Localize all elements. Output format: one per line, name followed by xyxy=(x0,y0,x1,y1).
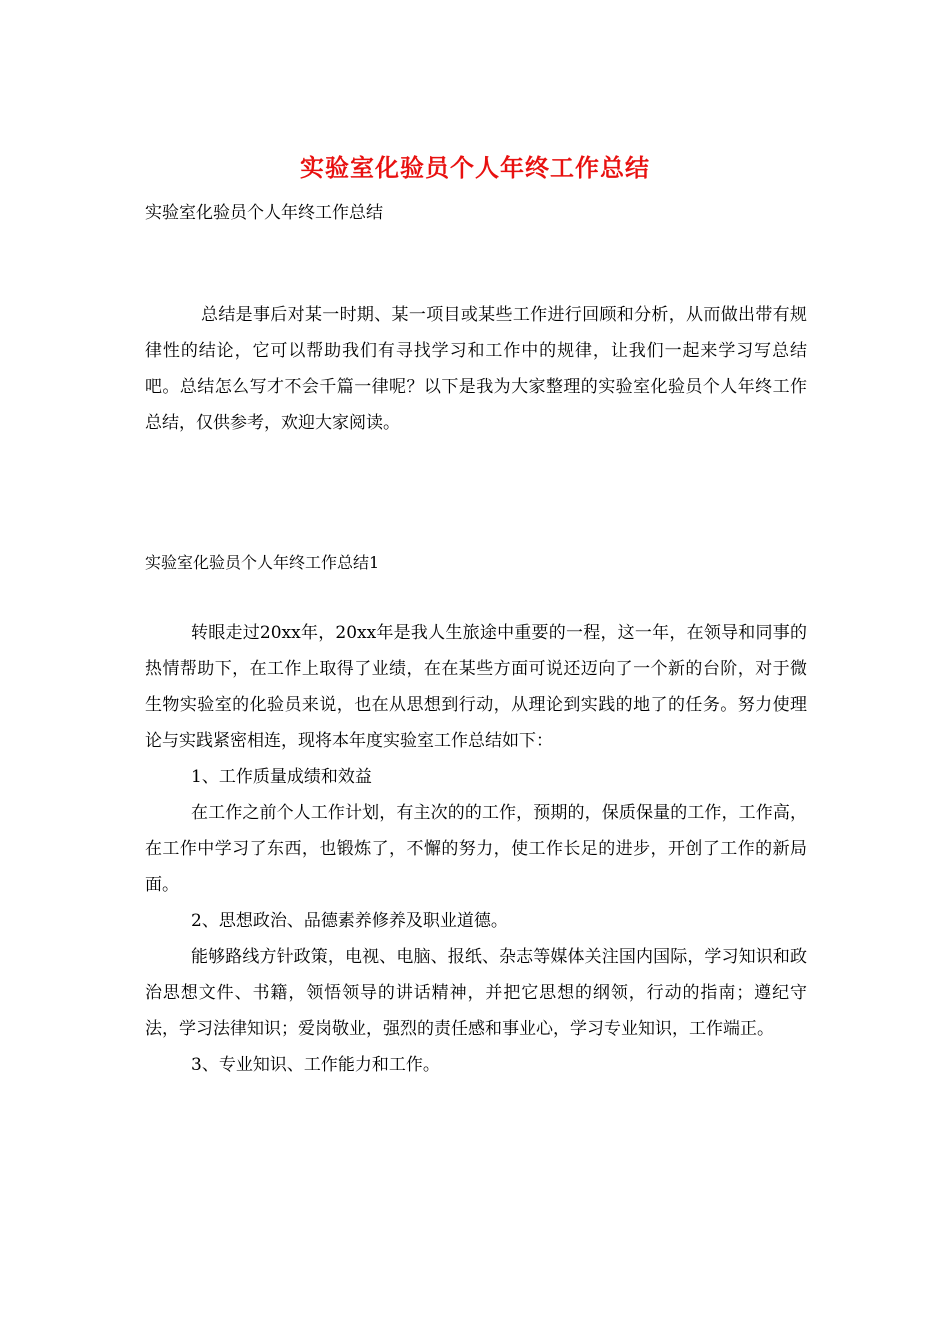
document-subtitle: 实验室化验员个人年终工作总结 xyxy=(145,203,383,223)
section-body xyxy=(145,615,807,1083)
body-subheading: 2、思想政治、品德素养修养及职业道德。 xyxy=(191,911,508,931)
body-subheading: 1、工作质量成绩和效益 xyxy=(191,767,372,787)
body-subheading: 3、专业知识、工作能力和工作。 xyxy=(191,1055,440,1075)
section-heading: 实验室化验员个人年终工作总结1 xyxy=(145,553,380,572)
body-paragraph: 能够路线方针政策，电视、电脑、报纸、杂志等媒体关注国内国际，学习知识和政治思想文件、书籍，领悟领导的讲话精神，并把它思想的纲领，行动的指南；遵纪守法，学习法律知识；爱岗敬业，强烈的责任感和事业心，学习专业知识，工作端正。 xyxy=(145,947,807,1039)
intro-paragraph: 总结是事后对某一时期、某一项目或某些工作进行回顾和分析，从而做出带有规律性的结论，它可以帮助我们有寻找学习和工作中的规律，让我们一起来学习写总结吧。总结怎么写才不会千篇一律呢？以下是我为大家整理的实验室化验员个人年终工作总结，仅供参考，欢迎大家阅读。 xyxy=(145,305,807,433)
body-paragraph: 转眼走过20xx年，20xx年是我人生旅途中重要的一程，这一年，在领导和同事的热情帮助下，在工作上取得了业绩，在在某些方面可说还迈向了一个新的台阶，对于微生物实验室的化验员来说，也在从思想到行动，从理论到实践的地了的任务。努力使理论与实践紧密相连，现将本年度实验室工作总结如下： xyxy=(145,623,807,751)
document-title: 实验室化验员个人年终工作总结 xyxy=(300,153,650,182)
body-paragraph: 在工作之前个人工作计划，有主次的的工作，预期的，保质保量的工作，工作高，在工作中学习了东西，也锻炼了，不懈的努力，使工作长足的进步，开创了工作的新局面。 xyxy=(145,803,807,895)
